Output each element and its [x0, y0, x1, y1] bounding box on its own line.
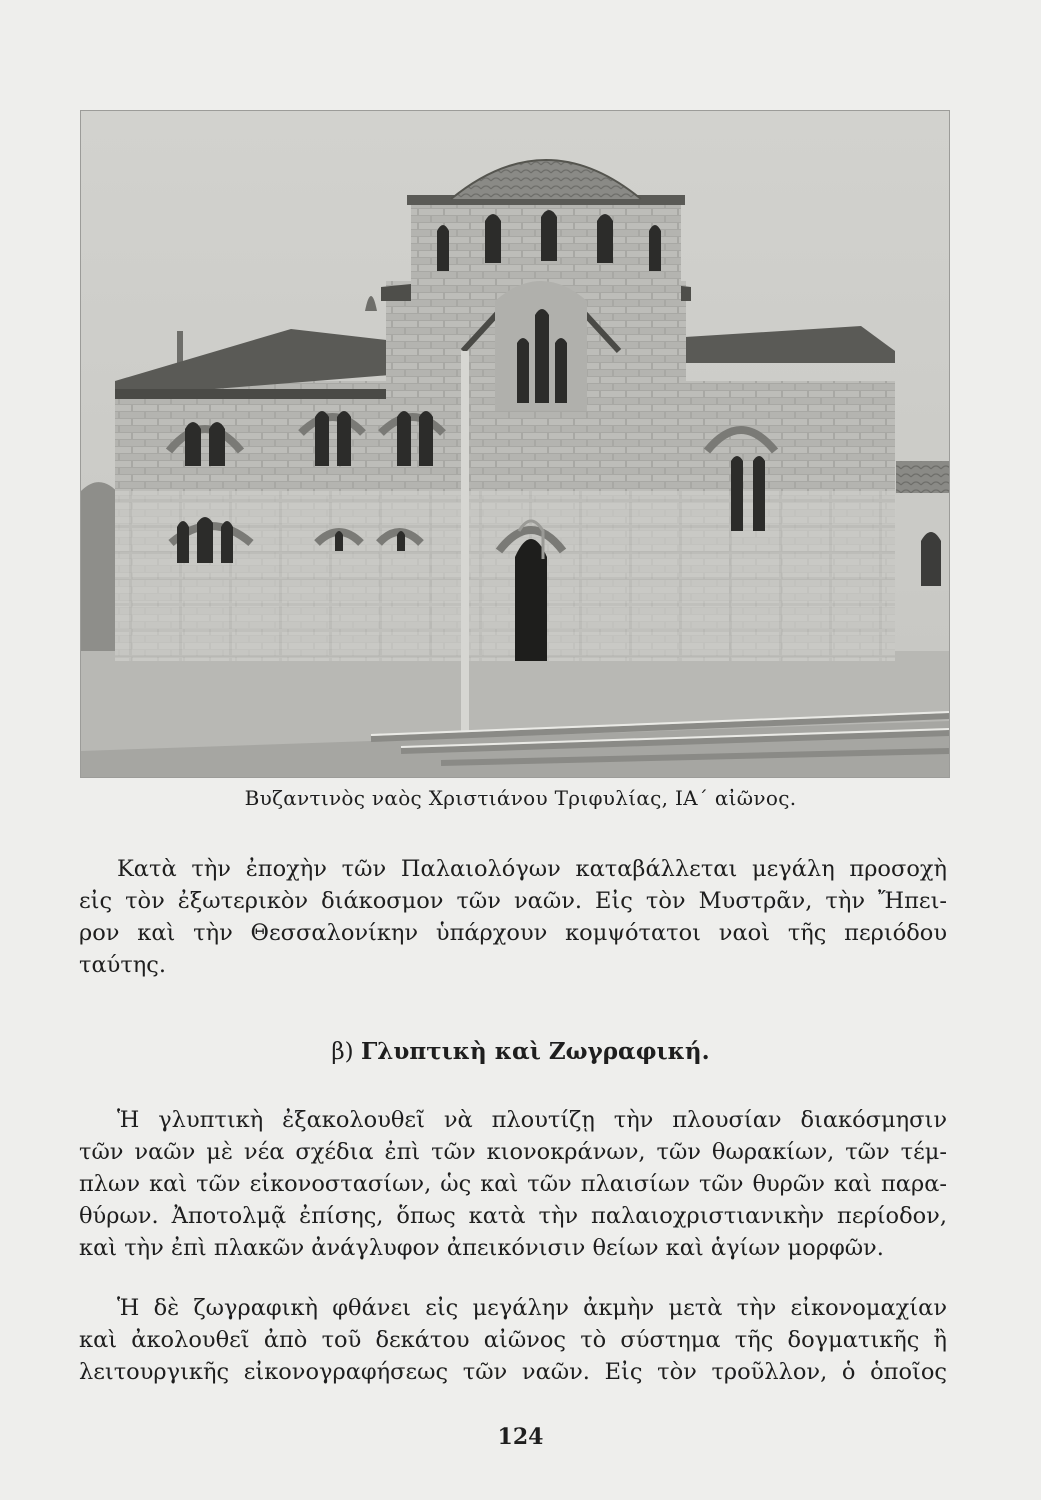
text-line: Ἡ δὲ ζωγραφικὴ φθάνει εἰς μεγάλην ἀκμὴν μετὰ τὴν εἰκονομαχίαν — [117, 1295, 947, 1321]
paragraph-palaiologan — [79, 853, 947, 981]
section-title: Γλυπτικὴ καὶ Ζωγραφική. — [360, 1038, 710, 1065]
text-line: λειτουργικῆς εἰκονογραφήσεως τῶν ναῶν. Εἰς τὸν τροῦλλον, ὁ ὁποῖος — [79, 1359, 947, 1385]
section-marker: β) — [331, 1039, 354, 1065]
text-line: τῶν ναῶν μὲ νέα σχέδια ἐπὶ τῶν κιονοκράνων, τῶν θωρακίων, τῶν τέμ- — [79, 1139, 947, 1165]
photo-caption: Βυζαντινὸς ναὸς Χριστιάνου Τριφυλίας, ΙΑ΄ αἰῶνος. — [244, 786, 797, 810]
church-photograph — [80, 110, 950, 778]
text-line: θύρων. Ἀποτολμᾷ ἐπίσης, ὅπως κατὰ τὴν παλαιοχριστιανικὴν περίοδον, — [79, 1203, 947, 1229]
text-line: καὶ ἀκολουθεῖ ἀπὸ τοῦ δεκάτου αἰῶνος τὸ σύστημα τῆς δογματικῆς ἢ — [79, 1327, 947, 1353]
section-heading — [0, 1038, 1041, 1065]
text-line: ταύτης. — [79, 952, 167, 978]
page-number: 124 — [497, 1424, 544, 1450]
text-line: Ἡ γλυπτικὴ ἐξακολουθεῖ νὰ πλουτίζῃ τὴν πλουσίαν διακόσμησιν — [117, 1107, 947, 1133]
paragraph-painting — [79, 1292, 947, 1388]
text-line: Κατὰ τὴν ἐποχὴν τῶν Παλαιολόγων καταβάλλεται μεγάλη προσοχὴ — [117, 856, 947, 882]
text-line: εἰς τὸν ἐξωτερικὸν διάκοσμον τῶν ναῶν. Εἰς τὸν Μυστρᾶν, τὴν Ἤπει- — [79, 888, 947, 914]
text-line: ρον καὶ τὴν Θεσσαλονίκην ὑπάρχουν κομψότατοι ναοὶ τῆς περιόδου — [79, 920, 947, 946]
church-illustration — [81, 111, 949, 777]
paragraph-sculpture — [79, 1104, 947, 1264]
text-line: καὶ τὴν ἐπὶ πλακῶν ἀνάγλυφον ἀπεικόνισιν θείων καὶ ἁγίων μορφῶν. — [79, 1235, 884, 1261]
text-line: πλων καὶ τῶν εἰκονοστασίων, ὡς καὶ τῶν πλαισίων τῶν θυρῶν καὶ παρα- — [79, 1171, 947, 1197]
